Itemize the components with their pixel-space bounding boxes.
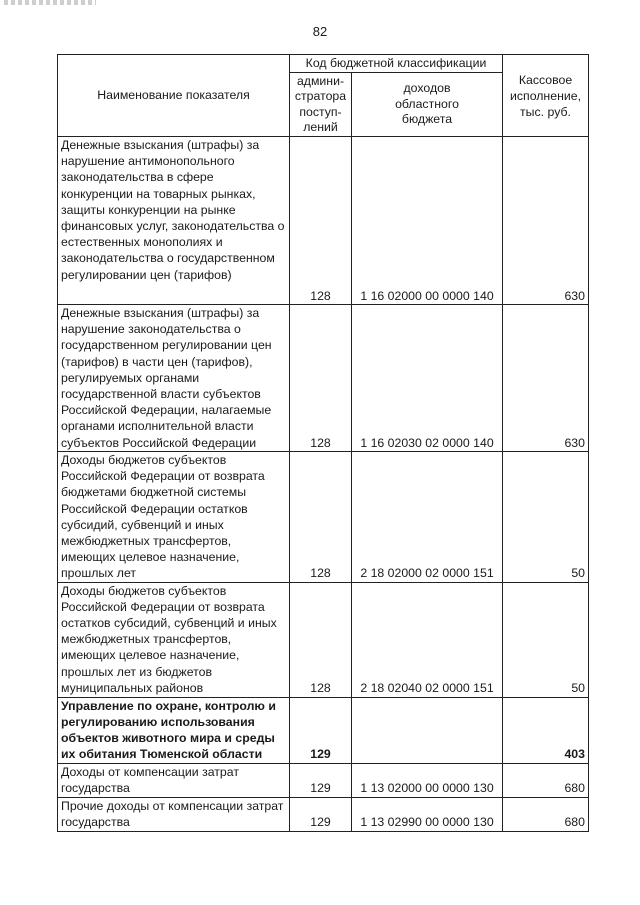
row-income-code: 1 16 02000 00 0000 140 xyxy=(352,137,503,305)
row-name: Управление по охране, контролю и регулированию использования объектов животного мира и среды их обитания Тюменской области xyxy=(58,697,290,763)
table-row xyxy=(58,305,589,452)
row-admin-code: 128 xyxy=(290,305,352,452)
row-name: Доходы от компенсации затрат государства xyxy=(58,763,290,797)
row-income-code: 1 13 02000 00 0000 130 xyxy=(352,763,503,797)
row-income-code xyxy=(352,697,503,763)
table-row xyxy=(58,452,589,583)
scan-artifact xyxy=(4,0,96,5)
row-admin-code: 128 xyxy=(290,582,352,697)
row-income-code: 2 18 02000 02 0000 151 xyxy=(352,452,503,583)
row-amount: 680 xyxy=(503,797,589,831)
row-income-code: 1 13 02990 00 0000 130 xyxy=(352,797,503,831)
row-admin-code: 129 xyxy=(290,797,352,831)
table-row xyxy=(58,763,589,797)
row-amount: 403 xyxy=(503,697,589,763)
budget-table xyxy=(57,54,589,832)
row-amount: 630 xyxy=(503,305,589,452)
column-header-cash xyxy=(503,55,589,137)
page-number: 82 xyxy=(312,24,328,39)
column-header-income xyxy=(352,73,503,137)
column-header-cash-label: Кассовое исполнение, тыс. руб. xyxy=(510,72,581,119)
row-amount: 680 xyxy=(503,763,589,797)
column-header-code-group: Код бюджетной классификации xyxy=(290,55,503,73)
row-admin-code: 129 xyxy=(290,763,352,797)
row-name: Доходы бюджетов субъектов Российской Федерации от возврата остатков субсидий, субвенций и иных межбюджетных трансфертов, имеющих целевое назначение, прошлых лет из бюджетов муниципальных районов xyxy=(58,582,290,697)
row-name: Прочие доходы от компенсации затрат государства xyxy=(58,797,290,831)
table-row xyxy=(58,137,589,305)
row-amount: 630 xyxy=(503,137,589,305)
table-row xyxy=(58,797,589,831)
row-name: Денежные взыскания (штрафы) за нарушение законодательства о государственном регулировании цен (тарифов) в части цен (тарифов), регулируемых органами государственной власти субъектов Российской Федерации, налагаемые органами исполнительной власти субъектов Российской Федерации xyxy=(58,305,290,452)
column-header-admin xyxy=(290,73,352,137)
table-row xyxy=(58,582,589,697)
column-header-name: Наименование показателя xyxy=(58,55,290,137)
column-header-admin-label: админи- стратора поступ- лений xyxy=(294,73,347,134)
row-admin-code: 128 xyxy=(290,137,352,305)
row-amount: 50 xyxy=(503,452,589,583)
row-name: Денежные взыскания (штрафы) за нарушение антимонопольного законодательства в сфере конкуренции на товарных рынках, защиты конкуренции на рынке финансовых услуг, законодательства о естественных монополиях и законодательства о государственном регулировании цен (тарифов) xyxy=(58,137,290,305)
row-income-code: 1 16 02030 02 0000 140 xyxy=(352,305,503,452)
row-income-code: 2 18 02040 02 0000 151 xyxy=(352,582,503,697)
column-header-income-label: доходов областного бюджета xyxy=(395,81,459,127)
table-row xyxy=(58,697,589,763)
row-name: Доходы бюджетов субъектов Российской Федерации от возврата бюджетами бюджетной системы Российской Федерации остатков субсидий, субвенций и иных межбюджетных трансфертов, имеющих целевое назначение, прошлых лет xyxy=(58,452,290,583)
row-admin-code: 129 xyxy=(290,697,352,763)
row-amount: 50 xyxy=(503,582,589,697)
row-admin-code: 128 xyxy=(290,452,352,583)
